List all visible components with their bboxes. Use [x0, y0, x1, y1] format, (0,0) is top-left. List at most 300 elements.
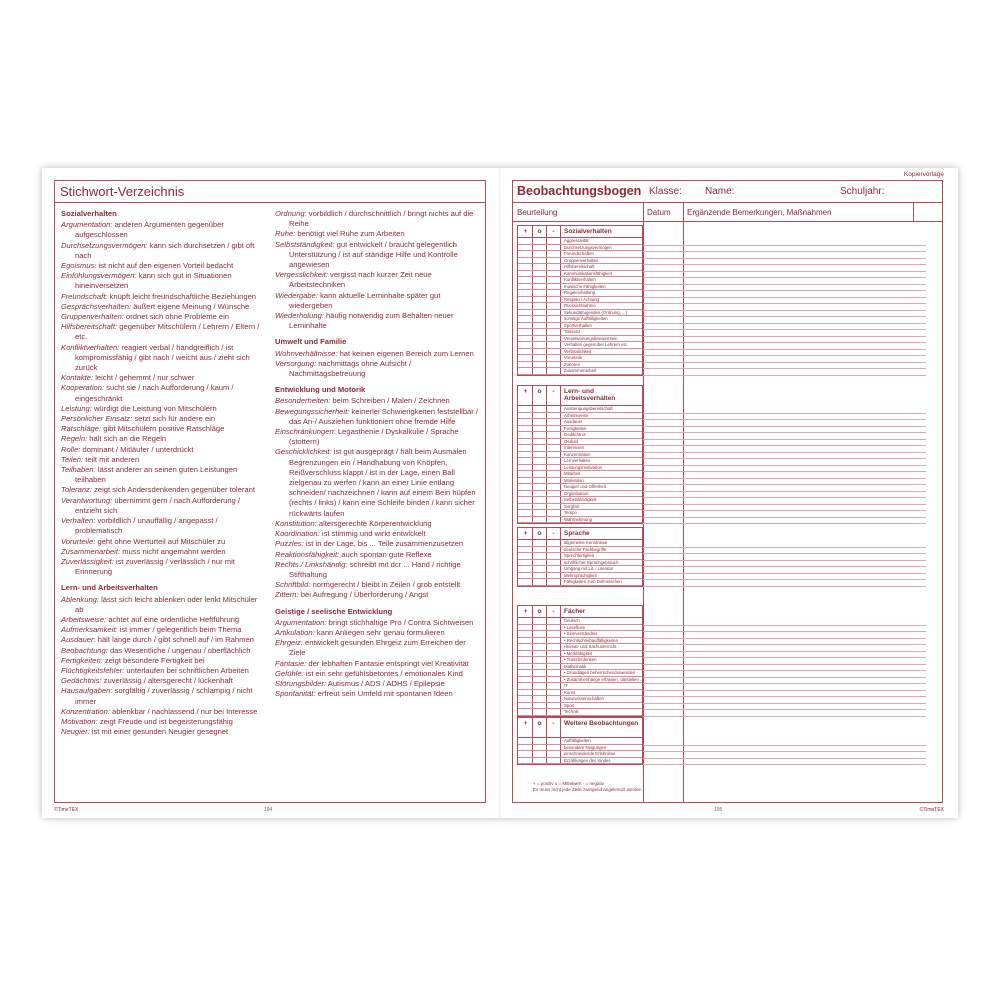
criterion-label: Sportverhalten [564, 322, 592, 328]
page-title: Stichwort-Verzeichnis [55, 181, 485, 203]
plus-mark-header: + [523, 720, 528, 727]
entry-text: muss nicht angemahnt werden [120, 546, 226, 556]
entry-text: der lebhaften Fantasie entspringt viel Kreativität [306, 658, 469, 668]
section-title: Sprache [564, 530, 590, 537]
minus-mark-header: - [552, 530, 555, 537]
entry-text: kann aktuelle Lerninhalte später gut wiedergeben [289, 290, 441, 310]
section-title: Fächer [564, 608, 586, 615]
index-entry [275, 580, 480, 590]
entry-term: Versorgung: [275, 358, 317, 368]
criterion-label: Deutsch [564, 618, 580, 623]
entry-text: geht ohne Werturteil auf Mitschüler zu [95, 536, 226, 546]
remarks-row-line [643, 277, 926, 278]
index-entry [275, 270, 480, 290]
entry-term: Motivation: [61, 716, 98, 726]
remarks-row-line [643, 471, 926, 472]
entry-text: häufig notwendig zum Behalten neuer Lerninhalte [289, 311, 454, 331]
assessment-section [517, 385, 643, 524]
entry-text: zeigt sich Andersdenkenden gegenüber tolerant [91, 485, 255, 495]
criterion-label: Konfliktverhalten [564, 277, 596, 282]
remarks-row-line [643, 764, 926, 765]
remarks-row-line [643, 703, 926, 704]
index-entry [61, 707, 266, 717]
remarks-row-line [643, 670, 926, 671]
entry-term: Freundschaft: [61, 291, 108, 301]
criterion-label: Fähigkeiten zum Dolmetschen [564, 579, 622, 584]
entry-text: bringt stichhaltige Pro / Contra Sichtweisen [326, 617, 474, 627]
remarks-row-line [643, 336, 926, 337]
sheet-title: Beobachtungsbogen [517, 184, 642, 198]
entry-term: Teilhaben: [61, 465, 96, 475]
entry-term: Ablenkung: [61, 594, 99, 604]
remarks-row-line [643, 696, 926, 697]
index-entry [61, 302, 266, 312]
assessment-row[interactable] [518, 517, 642, 524]
section-heading: Sozialverhalten [61, 209, 117, 218]
entry-text: leicht / gehemmt / nur schwer [93, 373, 195, 383]
entry-term: Selbstständigkeit: [275, 239, 335, 249]
criterion-label: Erzählungen des Kindes [564, 757, 611, 763]
plus-mark-header: + [523, 228, 528, 235]
minus-mark-header: - [552, 228, 555, 235]
index-entry [61, 271, 266, 291]
index-entry [61, 455, 266, 465]
entry-text: ist immer / gelegentlich beim Thema [117, 625, 242, 635]
entry-text: kann sich gut in Situationen hineinversetzen [75, 271, 232, 291]
index-column-1 [61, 209, 266, 737]
criterion-label: Kommunikationsfähigkeit [564, 270, 612, 276]
index-entry [61, 445, 266, 455]
legend-line-2: Es muss nicht jede Zeile zwingend angekreuzt werden [533, 787, 642, 792]
entry-text: nachmittags ohne Aufsicht / Nachmittagsbetreuung [289, 358, 412, 379]
assessment-section [517, 225, 643, 376]
entry-text: zeigt besondere Fertigkeit bei [102, 655, 205, 665]
entry-text: beim Schreiben / Malen / Zeichnen [330, 396, 450, 406]
index-entry [61, 666, 266, 676]
criterion-label: deutsche Fachbegriffe [564, 546, 607, 552]
criterion-label: Ausdauer [564, 419, 583, 424]
remarks-row-line [643, 458, 926, 459]
circle-mark-header: o [537, 388, 542, 395]
entry-term: Vorurteile: [61, 536, 96, 546]
remarks-row-line [643, 329, 926, 330]
entry-text: vorbildlich / durchschnittlich / bringt nichts auf die Reihe [289, 209, 474, 229]
criterion-label: Konzentration [564, 451, 591, 457]
page-number: 194 [264, 807, 273, 813]
entry-term: Zuverlässigkeit: [61, 556, 114, 566]
entry-text: Legasthenie / Dyskalkulie / Sprache (stottern) [289, 427, 459, 447]
remarks-row-line [643, 491, 926, 492]
header-divider [913, 203, 914, 222]
criterion-label: Rücksichtnahme [564, 303, 596, 308]
klasse-label: Klasse: [649, 186, 682, 197]
criterion-label: Umgang mit Lit. / Literatur [564, 566, 614, 571]
remarks-row-line [643, 465, 926, 466]
entry-term: Puzzles: [275, 539, 304, 549]
entry-text: ablenkbar / nachlassend / nur bei Interesse [109, 706, 258, 716]
entry-text: dominant / Mitläufer / unterdrückt [80, 444, 194, 454]
index-entry [275, 311, 480, 331]
entry-term: Arbeitsweise: [61, 614, 107, 624]
entry-text: lässt anderer an seinen guten Leistungen teilhaben [75, 465, 238, 485]
assessment-section [517, 527, 643, 587]
remarks-row-line [643, 566, 926, 567]
entry-text: keinerlei Schwierigkeiten feststellbar / das An-/ Ausziehen funktioniert ohne fremde Hilfe [289, 406, 479, 426]
remarks-row-line [643, 419, 926, 420]
index-entry [275, 427, 480, 447]
index-entry [61, 383, 266, 403]
assessment-row[interactable] [518, 758, 642, 765]
entry-term: Toleranz: [61, 485, 92, 495]
entry-text: ordnet sich ohne Probleme ein [123, 312, 230, 322]
entry-term: Teilen: [61, 454, 84, 464]
remarks-row-line [643, 560, 926, 561]
entry-term: Kooperation: [61, 383, 105, 393]
index-entry [61, 404, 266, 414]
entry-text: gegenüber Mitschülern / Lehrern / Eltern / etc. [75, 322, 260, 342]
remarks-row-line [643, 631, 926, 632]
remarks-row-line [643, 497, 926, 498]
entry-term: Fertigkeiten: [61, 655, 103, 665]
index-entry [61, 292, 266, 302]
entry-term: Konfliktverhalten: [61, 342, 120, 352]
criterion-label: • Grundlagen beherrschen/anwenden [564, 670, 636, 675]
index-entry [61, 220, 266, 240]
entry-text: würdigt die Leistung von Mitschülern [91, 403, 217, 413]
entry-term: Gedächtnis: [61, 676, 102, 686]
index-entry [61, 537, 266, 547]
criterion-label: Sorgfalt [564, 503, 579, 509]
criterion-label: Verantwortungsbewusstsein [564, 335, 618, 341]
index-entry [275, 638, 480, 658]
entry-term: Gruppenverhalten: [61, 312, 124, 322]
entry-term: Gesprächsverhalten: [61, 301, 132, 311]
index-entry [61, 547, 266, 557]
entry-text: ist gut ausgeprägt / hält beim Ausmalen Begrenzungen ein / Handhabung von Knöpfen, Reißverschluss klappt / ist in der Lage, einen Ball zielgenau zu werfen / kann an einer Linie entlang schneiden/ nachzeichnen / kann auf einem Bein hüpfen (rechts / links) / kann eine Schleife binden / kann sicher rückwärts laufen [289, 447, 476, 518]
assessment-section [517, 717, 643, 765]
section-title: Sozialverhalten [564, 228, 612, 235]
index-entry [275, 407, 480, 427]
entry-text: zeigt Freude und ist begeisterungsfähig [97, 716, 233, 726]
remarks-row-line [643, 432, 926, 433]
remarks-row-line [643, 758, 926, 759]
entry-text: ist ein sehr gefühlsbetontes / emotionales Kind [303, 668, 463, 678]
index-entry [61, 646, 266, 656]
entry-text: sorgfältig / zuverlässig / schlampig / nicht immer [75, 686, 253, 706]
page-number: 195 [714, 807, 723, 813]
entry-term: Schriftbild: [275, 580, 311, 590]
index-entry [61, 635, 266, 645]
entry-text: benötigt viel Ruhe zum Arbeiten [295, 229, 405, 239]
index-entry [61, 595, 266, 615]
entry-term: Ruhe: [275, 229, 296, 239]
criterion-label: Mehrsprachigkeit [564, 572, 597, 578]
criterion-label: schriftlicher Sprachgebrauch [564, 559, 619, 565]
plus-mark-header: + [523, 530, 528, 537]
remarks-row-line [643, 310, 926, 311]
left-page [42, 168, 500, 818]
section-header [518, 606, 642, 618]
entry-term: Hilfsbereitschaft: [61, 322, 118, 332]
remarks-row-line [643, 579, 926, 580]
remarks-row-line [643, 342, 926, 343]
criterion-label: • Lesefluss [564, 624, 585, 630]
remarks-row-line [643, 517, 926, 518]
index-entry [61, 676, 266, 686]
section-heading: Entwicklung und Motorik [275, 385, 366, 395]
index-entry [61, 656, 266, 666]
remarks-row-line [643, 355, 926, 356]
entry-text: ist mit einer gesunden Neugier gesegnet [89, 727, 229, 737]
criterion-label: Gruppenverhalten [564, 257, 599, 263]
criterion-label: Wahrnehmung [564, 516, 593, 522]
entry-term: Verantwortung: [61, 495, 113, 505]
criterion-label: • Rechtschreibauffälligkeiten [564, 637, 618, 643]
entry-term: Rechts / Linkshändig: [275, 559, 348, 569]
remarks-row-line [643, 504, 926, 505]
remarks-row-line [643, 657, 926, 658]
index-entry [61, 465, 266, 485]
criterion-label: Respekt / Achtung [564, 296, 599, 302]
criterion-label: Neugier und Offenheit [564, 484, 606, 489]
criterion-label: Naturwissenschaften [564, 696, 604, 701]
remarks-row-line [643, 375, 926, 376]
remarks-row-line [643, 452, 926, 453]
entry-term: Konzentration: [61, 706, 110, 716]
entry-text: schreibt mit dcr ... Hand / richtige Stifthaltung [289, 559, 461, 579]
entry-term: Hausaufgaben: [61, 686, 113, 696]
criterion-label: Technik [564, 709, 579, 714]
entry-term: Neugier: [61, 727, 90, 737]
observation-sheet [512, 180, 943, 803]
section-heading: Geistige / seelische Entwicklung [275, 606, 393, 616]
entry-term: Bewegungssicherheit: [275, 406, 350, 416]
entry-term: Gefühle: [275, 668, 304, 678]
remarks-row-line [643, 349, 926, 350]
remarks-row-line [643, 284, 926, 285]
criterion-label: Gedächtnis [564, 432, 586, 437]
entry-text: ist in der Lage, bis ... Teile zusammenzusetzen [303, 539, 464, 549]
kopiervorlage-label: Kopiervorlage [903, 171, 944, 178]
remarks-row-line [643, 368, 926, 369]
criterion-label: besondere Neigungen [564, 744, 607, 750]
entry-term: Beobachtung: [61, 645, 108, 655]
minus-mark-header: - [552, 720, 555, 727]
index-entry [61, 717, 266, 727]
index-entry [275, 349, 480, 359]
entry-text: gut entwickelt / braucht gelegentlich Unterstützung / ist auf ständige Hilfe und Kontrolle angewiesen [289, 239, 458, 270]
criterion-label: IT [564, 683, 568, 688]
assessment-row[interactable] [518, 368, 642, 375]
index-entry [275, 396, 480, 406]
criterion-label: Verlässlichkeit [564, 348, 592, 354]
entry-term: Ratschläge: [61, 424, 102, 434]
entry-text: zuverlässig / altersgerecht / lückenhaft [101, 676, 233, 686]
criterion-label: Sekundärtugenden (Ordnung, ...) [564, 309, 628, 315]
criterion-label: Organisation [564, 490, 589, 496]
remarks-row-line [643, 264, 926, 265]
remarks-row-line [643, 745, 926, 746]
criterion-label: Durchsetzungsvermögen [564, 244, 612, 250]
assessment-section [517, 605, 643, 717]
entry-text: anderen Argumenten gegenüber aufgeschlossen [75, 220, 224, 240]
index-entry [275, 240, 480, 271]
criterion-label: Sprechfertigkeit [564, 553, 594, 558]
entry-text: ist stimmig und wirkt entwickelt [319, 529, 426, 539]
index-entry [275, 550, 480, 560]
minus-mark-header: - [552, 388, 555, 395]
criterion-label: Anstrengungsbereitschaft [564, 406, 613, 411]
copyright: ©TimeTEX [919, 807, 944, 813]
remarks-row-line [643, 445, 926, 446]
index-entry [61, 625, 266, 635]
index-entry [275, 519, 480, 529]
entry-term: Einschränkungen: [275, 427, 336, 437]
circle-mark-header: o [537, 608, 542, 615]
remarks-row-line [643, 362, 926, 363]
index-entry [61, 434, 266, 444]
column-headers [513, 203, 942, 222]
entry-term: Konstitution: [275, 518, 317, 528]
entry-term: Koordination: [275, 529, 320, 539]
entry-text: sucht sie / nach Aufforderung / kaum / eingeschränkt [75, 383, 234, 403]
remarks-row-line [643, 439, 926, 440]
section-heading: Umwelt und Familie [275, 337, 347, 347]
book-spread [42, 168, 958, 818]
entry-text: gibt Mitschülern positive Ratschläge [101, 424, 225, 434]
entry-text: das Wesentliche / ungenau / oberflächlich [107, 645, 251, 655]
index-entry [61, 322, 266, 342]
entry-text: kann sich durchsetzen / gibt oft nach [75, 240, 255, 260]
section-header [518, 226, 642, 238]
entry-text: knüpft leicht freundschaftliche Beziehungen [107, 291, 257, 301]
remarks-row-line [643, 716, 926, 717]
entry-term: Reaktionsfähigkeit: [275, 549, 340, 559]
minus-mark-header: - [552, 608, 555, 615]
criterion-label: einschneidende Erlebnisse [564, 751, 616, 756]
entry-term: Vergesslichkeit: [275, 270, 328, 280]
entry-text: entwickelt gesunden Ehrgeiz zum Erreichen der Ziele [289, 638, 466, 658]
remarks-row-line [643, 709, 926, 710]
entry-text: Autismus / ADS / ADHS / Epilepsie [326, 678, 445, 688]
legend [533, 781, 642, 793]
criterion-label: • Zusammenhänge erfassen, darstellen ... [564, 676, 644, 682]
remarks-row-line [643, 683, 926, 684]
entry-text: erfreut sein Umfeld mit spontanen Ideen [315, 689, 453, 699]
section-title: Lern- und Arbeitsverhalten [564, 388, 616, 402]
entry-text: altersgerechte Körperentwicklung [316, 518, 432, 528]
remarks-row-line [643, 547, 926, 548]
assessment-row[interactable] [518, 709, 642, 716]
entry-text: reagiert verbal / handgreiflich / ist kompromissfähig / gibt nach / weicht aus / zieht sich zurück [75, 342, 250, 373]
remarks-row-line [643, 258, 926, 259]
entry-text: setzt sich für andere ein [132, 414, 216, 424]
index-column-2 [275, 209, 480, 699]
index-entry [275, 590, 480, 600]
beurteilung-header: Beurteilung [517, 208, 558, 217]
entry-term: Durchsetzungsvermögen: [61, 240, 148, 250]
entry-term: Artikulation: [275, 627, 315, 637]
index-entry [275, 679, 480, 689]
remarks-row-line [643, 413, 926, 414]
entry-text: ist zuverlässig / verlässlich / nur mit Erinnerung [75, 556, 235, 577]
index-entry [275, 618, 480, 628]
index-entry [61, 615, 266, 625]
entry-term: Besonderheiten: [275, 396, 331, 406]
remarks-row-line [643, 251, 926, 252]
criterion-label: Freundschaften [564, 251, 594, 256]
entry-term: Wiedergabe: [275, 290, 318, 300]
remarks-row-line [643, 638, 926, 639]
remarks-row-line [643, 553, 926, 554]
index-entry [275, 529, 480, 539]
index-entry [275, 669, 480, 679]
entry-term: Argumentation: [275, 617, 327, 627]
entry-term: Persönlicher Einsatz: [61, 414, 133, 424]
index-entry [61, 516, 266, 536]
criterion-label: Interessen [564, 445, 585, 450]
remarks-row-line [643, 523, 926, 524]
section-heading: Lern- und Arbeitsverhalten [61, 583, 158, 593]
criterion-label: Kunst [564, 689, 575, 695]
remarks-row-line [643, 751, 926, 752]
section-header [518, 528, 642, 540]
index-entry [275, 689, 480, 699]
remarks-row-line [643, 323, 926, 324]
remarks-row-line [643, 690, 926, 691]
copyright: ©TimeTEX [54, 807, 79, 813]
remarks-row-line [643, 510, 926, 511]
entry-term: Einfühlungsvermögen: [61, 271, 137, 281]
entry-term: Ordnung: [275, 209, 307, 218]
circle-mark-header: o [537, 720, 542, 727]
criterion-label: Verhalten gegenüber Lehrern etc. [564, 342, 629, 347]
index-entry [61, 312, 266, 322]
entry-text: übernimmt gern / nach Aufforderung / entzieht sich [75, 495, 240, 515]
index-entry [275, 539, 480, 549]
remarks-row-line [643, 677, 926, 678]
criterion-label: Motivation [564, 477, 584, 483]
entry-term: Flüchtigkeitsfehler: [61, 665, 125, 675]
criterion-label: Sport [564, 702, 575, 708]
entry-text: vorbildlich / unauffällig / angepasst / problematisch [75, 516, 218, 536]
keyword-index-box [54, 180, 486, 803]
entry-text: kann Anliegen sehr genau formulieren [314, 627, 445, 637]
criterion-label: Mathematik [564, 663, 587, 669]
remarks-row-line [643, 586, 926, 587]
index-entry [61, 373, 266, 383]
remarks-row-line [643, 303, 926, 304]
entry-term: Rolle: [61, 444, 81, 454]
index-entry [61, 241, 266, 261]
remarks-row-line [643, 245, 926, 246]
index-entry [61, 343, 266, 374]
remarks-row-line [643, 290, 926, 291]
criterion-label: Selbstständigkeit [564, 497, 597, 502]
entry-term: Spontanität: [275, 689, 316, 699]
criterion-label: Hilfsbereitschaft [564, 264, 595, 269]
criterion-label: Vorurteile [564, 355, 583, 360]
index-entry [275, 447, 480, 518]
entry-text: hält sich an die Regeln [87, 434, 167, 444]
index-entry [275, 209, 480, 229]
sheet-header [513, 181, 942, 203]
entry-term: Regeln: [61, 434, 88, 444]
name-label: Name: [705, 186, 735, 197]
criterion-label: Auffälligkeiten [564, 738, 591, 743]
assessment-row[interactable] [518, 579, 642, 586]
remarks-row-line [643, 478, 926, 479]
